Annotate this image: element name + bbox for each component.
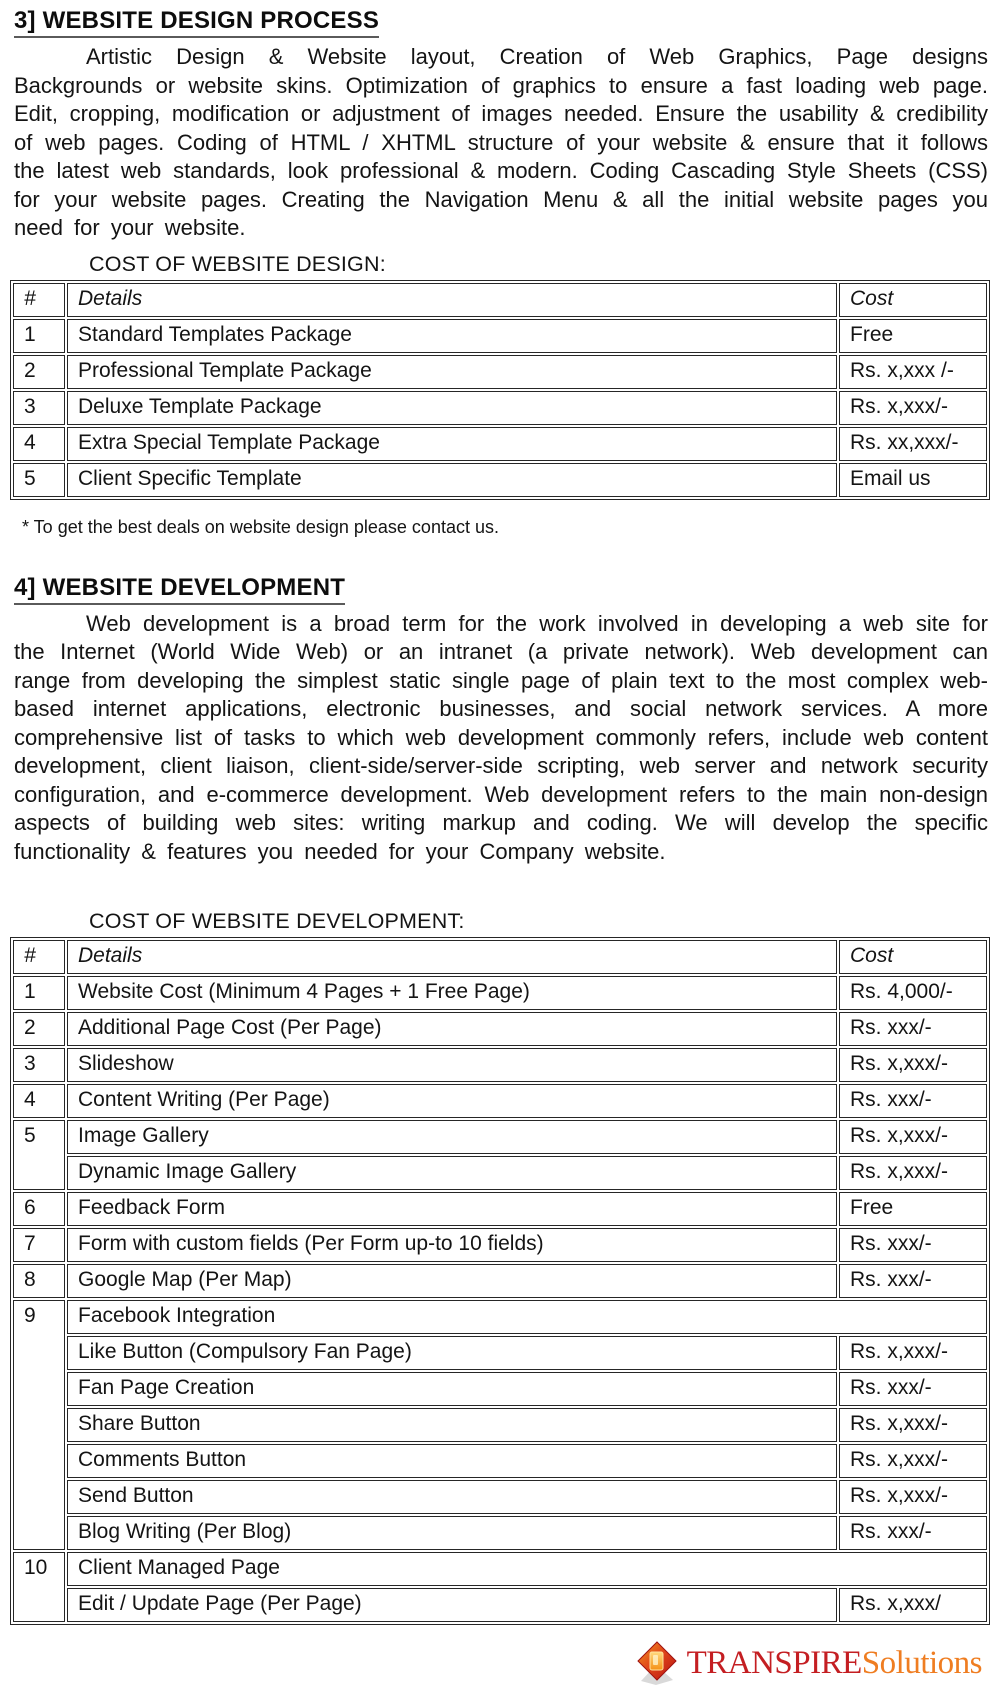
- table-row: [13, 1588, 987, 1622]
- cell-cost: Rs. x,xxx/-: [839, 1156, 987, 1190]
- cell-num: 4: [13, 427, 65, 461]
- table-row: [13, 1444, 987, 1478]
- cell-cost: Rs. x,xxx/-: [839, 1048, 987, 1082]
- table-row: [13, 1408, 987, 1442]
- cell-details: Dynamic Image Gallery: [67, 1156, 837, 1190]
- cell-cost: Email us: [839, 463, 987, 497]
- section-3-paragraph: Artistic Design & Website layout, Creation of Web Graphics, Page designs Backgrounds or website skins. Optimization of graphics to ensure a fast loading web page. Edit, cropping, modification or adjustment of images needed. Ensure the usability & credibility of web pages. Coding of HTML / XHTML structure of your website & ensure that it follows the latest web standards, look professional & modern. Coding Cascading Style Sheets (CSS) for your website pages. Creating the Navigation Menu & all the initial website pages you need for your website.: [14, 44, 988, 240]
- cell-num: 1: [13, 319, 65, 353]
- table-row: [13, 427, 987, 461]
- table-row: [13, 355, 987, 389]
- section-3-heading: [14, 7, 1000, 38]
- table-row: [13, 463, 987, 497]
- cell-cost: Rs. x,xxx/-: [839, 1408, 987, 1442]
- cell-num: 10: [13, 1552, 65, 1622]
- cell-num: 2: [13, 355, 65, 389]
- cell-cost: Rs. xx,xxx/-: [839, 427, 987, 461]
- cost-of-website-development-label: COST OF WEBSITE DEVELOPMENT:: [89, 909, 465, 933]
- cell-details: Slideshow: [67, 1048, 837, 1082]
- cell-details: Client Managed Page: [67, 1552, 987, 1586]
- table-row: [13, 1516, 987, 1550]
- cell-cost: Rs. x,xxx/-: [839, 1120, 987, 1154]
- cell-num: 1: [13, 976, 65, 1010]
- cell-cost: Rs. x,xxx/-: [839, 1480, 987, 1514]
- column-header-cost: Cost: [839, 283, 987, 317]
- cell-num: 3: [13, 1048, 65, 1082]
- cell-details: Facebook Integration: [67, 1300, 987, 1334]
- cell-cost: Rs. xxx/-: [839, 1372, 987, 1406]
- cell-details: Image Gallery: [67, 1120, 837, 1154]
- column-header-cost: Cost: [839, 940, 987, 974]
- cell-cost: Rs. xxx/-: [839, 1012, 987, 1046]
- paragraph-table-gap: [0, 866, 1000, 900]
- cell-details: Additional Page Cost (Per Page): [67, 1012, 837, 1046]
- table-row: [13, 1012, 987, 1046]
- brand-secondary-text: Solutions: [861, 1644, 982, 1681]
- cell-num: 5: [13, 463, 65, 497]
- section-gap: [0, 538, 1000, 574]
- cell-cost: Rs. xxx/-: [839, 1516, 987, 1550]
- cell-num: 3: [13, 391, 65, 425]
- cost-of-website-design-label: COST OF WEBSITE DESIGN:: [89, 251, 386, 276]
- table-row: [13, 319, 987, 353]
- cell-cost: Rs. x,xxx/-: [839, 391, 987, 425]
- cell-cost: Rs. x,xxx/-: [839, 1444, 987, 1478]
- brand-wordmark: [687, 1645, 982, 1682]
- table-row: [13, 1192, 987, 1226]
- column-header-num: #: [13, 940, 65, 974]
- cell-cost: Free: [839, 319, 987, 353]
- section-4-heading: [14, 574, 1000, 605]
- design-footnote: * To get the best deals on website design please contact us.: [22, 516, 499, 537]
- brand-primary-text: TRANSPIRE: [686, 1644, 862, 1681]
- table-row: [13, 1156, 987, 1190]
- cell-details: Blog Writing (Per Blog): [67, 1516, 837, 1550]
- cell-cost: Rs. x,xxx/-: [839, 1336, 987, 1370]
- table-header-row: [13, 283, 987, 317]
- column-header-details: Details: [67, 283, 837, 317]
- cell-details: Deluxe Template Package: [67, 391, 837, 425]
- cell-num: 8: [13, 1264, 65, 1298]
- table-row: [13, 1480, 987, 1514]
- cell-cost: Rs. xxx/-: [839, 1228, 987, 1262]
- section-3-heading-text: 3] WEBSITE DESIGN PROCESS: [14, 7, 379, 38]
- cell-num: 6: [13, 1192, 65, 1226]
- cell-num: 7: [13, 1228, 65, 1262]
- section-4-paragraph: Web development is a broad term for the work involved in developing a web site for the Internet (World Wide Web) or an intranet (a private network). Web development can range from developing the simplest static single page of plain text to the most complex web-based internet applications, electronic businesses, and social network services. A more comprehensive list of tasks to which web development commonly refers, include web content development, client liaison, client-side/server-side scripting, web server and network security configuration, and e-commerce development. Web development refers to the main non-design aspects of building web sites: writing markup and coding. We will develop the specific functionality & features you needed for your Company website.: [14, 610, 988, 864]
- table-row: [13, 1372, 987, 1406]
- table-row: [13, 1336, 987, 1370]
- cell-details: Share Button: [67, 1408, 837, 1442]
- cell-cost: Rs. 4,000/-: [839, 976, 987, 1010]
- table-row: [13, 1048, 987, 1082]
- cost-of-website-development-table: [10, 937, 990, 1625]
- cell-details: Content Writing (Per Page): [67, 1084, 837, 1118]
- cell-details: Client Specific Template: [67, 463, 837, 497]
- footer: [0, 1640, 1000, 1686]
- table-row: [13, 1228, 987, 1262]
- cell-details: Fan Page Creation: [67, 1372, 837, 1406]
- cell-details: Send Button: [67, 1480, 837, 1514]
- cell-details: Standard Templates Package: [67, 319, 837, 353]
- cell-num: 2: [13, 1012, 65, 1046]
- cell-cost: Rs. x,xxx /-: [839, 355, 987, 389]
- column-header-details: Details: [67, 940, 837, 974]
- cell-num: 9: [13, 1300, 65, 1550]
- table-header-row: [13, 940, 987, 974]
- cell-details: Like Button (Compulsory Fan Page): [67, 1336, 837, 1370]
- column-header-num: #: [13, 283, 65, 317]
- cell-details: Website Cost (Minimum 4 Pages + 1 Free Page): [67, 976, 837, 1010]
- cell-num: 4: [13, 1084, 65, 1118]
- table-row: [13, 976, 987, 1010]
- table-row: [13, 1120, 987, 1154]
- cell-cost: Rs. xxx/-: [839, 1264, 987, 1298]
- cell-details: Comments Button: [67, 1444, 837, 1478]
- table-row: [13, 391, 987, 425]
- cell-details: Professional Template Package: [67, 355, 837, 389]
- section-4-heading-text: 4] WEBSITE DEVELOPMENT: [14, 574, 345, 605]
- table-row: [13, 1264, 987, 1298]
- cell-details: Feedback Form: [67, 1192, 837, 1226]
- table-row: [13, 1552, 987, 1586]
- table-row: [13, 1300, 987, 1334]
- cell-cost: Free: [839, 1192, 987, 1226]
- table-row: [13, 1084, 987, 1118]
- cell-num: 5: [13, 1120, 65, 1190]
- cell-details: Extra Special Template Package: [67, 427, 837, 461]
- cost-of-website-design-table: [10, 280, 990, 500]
- cell-details: Google Map (Per Map): [67, 1264, 837, 1298]
- cell-cost: Rs. xxx/-: [839, 1084, 987, 1118]
- cell-details: Form with custom fields (Per Form up-to 10 fields): [67, 1228, 837, 1262]
- cell-cost: Rs. x,xxx/: [839, 1588, 987, 1622]
- diamond-gem-icon: [636, 1640, 678, 1686]
- cell-details: Edit / Update Page (Per Page): [67, 1588, 837, 1622]
